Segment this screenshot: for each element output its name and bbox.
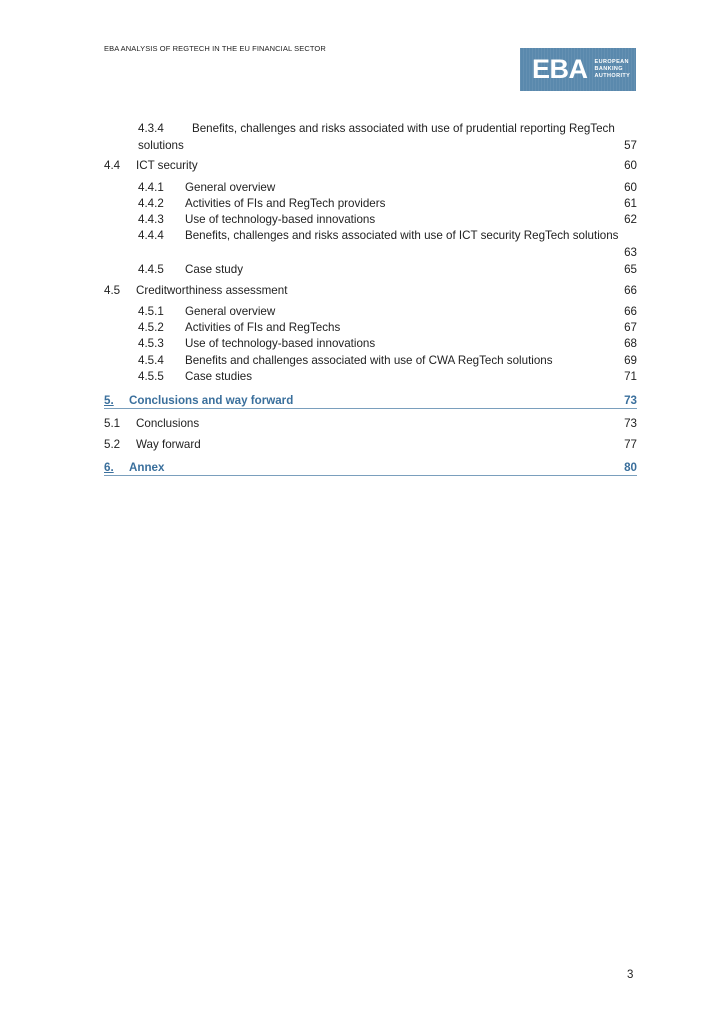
logo-mark: EBA (532, 54, 588, 84)
toc-number: 5.1 (104, 417, 121, 430)
toc-number: 4.5.3 (138, 337, 164, 350)
toc-title: Benefits, challenges and risks associated with use of prudential reporting RegTech (192, 122, 615, 135)
toc-title: ICT security (136, 159, 198, 172)
toc-number: 4.5.2 (138, 321, 164, 334)
toc-title: Benefits, challenges and risks associated with use of ICT security RegTech solutions (185, 229, 619, 242)
toc-title-cont: solutions (138, 139, 184, 152)
toc-number: 6. (104, 461, 114, 474)
toc-title: Activities of FIs and RegTechs (185, 321, 341, 334)
toc-title: Activities of FIs and RegTech providers (185, 197, 386, 210)
toc-number: 4.4.1 (138, 181, 164, 194)
chapter-6-underline (104, 475, 637, 476)
toc-title: Annex (129, 461, 165, 474)
toc-title: Way forward (136, 438, 201, 451)
toc-page: 68 (624, 337, 637, 350)
toc-number: 4.5.4 (138, 354, 164, 367)
toc-number: 4.3.4 (138, 122, 164, 135)
eba-logo (520, 48, 636, 91)
logo-text: EUROPEAN BANKING AUTHORITY (594, 59, 631, 79)
toc-page: 62 (624, 213, 637, 226)
toc-number: 4.5.5 (138, 370, 164, 383)
toc-page: 60 (624, 159, 637, 172)
toc-page: 61 (624, 197, 637, 210)
toc-page: 77 (624, 438, 637, 451)
toc-number: 5. (104, 394, 114, 407)
toc-page: 80 (624, 461, 637, 474)
toc-title: Case studies (185, 370, 253, 383)
toc-title: Benefits and challenges associated with use of CWA RegTech solutions (185, 354, 553, 367)
toc-page: 67 (624, 321, 637, 334)
toc-title: General overview (185, 181, 276, 194)
toc-number: 4.4.3 (138, 213, 164, 226)
toc-title: Use of technology-based innovations (185, 337, 376, 350)
toc-number: 4.4.4 (138, 229, 164, 242)
toc-number: 5.2 (104, 438, 121, 451)
toc-page: 73 (624, 417, 637, 430)
toc-page: 69 (624, 354, 637, 367)
toc-page: 66 (624, 284, 637, 297)
toc-number: 4.4 (104, 159, 121, 172)
toc-title: Case study (185, 263, 243, 276)
toc-number: 4.5.1 (138, 305, 164, 318)
toc-title: Conclusions (136, 417, 200, 430)
toc-page: 57 (624, 139, 637, 152)
page-number: 3 (627, 969, 634, 981)
toc-page: 66 (624, 305, 637, 318)
toc-title: Creditworthiness assessment (136, 284, 288, 297)
chapter-5-underline (104, 408, 637, 409)
toc-page: 60 (624, 181, 637, 194)
running-header: EBA ANALYSIS OF REGTECH IN THE EU FINANCIAL SECTOR (104, 44, 326, 53)
toc-title: General overview (185, 305, 276, 318)
toc-number: 4.4.2 (138, 197, 164, 210)
toc-page: 63 (624, 246, 637, 259)
toc-number: 4.5 (104, 284, 121, 297)
toc-title: Use of technology-based innovations (185, 213, 376, 226)
toc-title: Conclusions and way forward (129, 394, 294, 407)
toc-page: 71 (624, 370, 637, 383)
toc-page: 65 (624, 263, 637, 276)
toc-page: 73 (624, 394, 637, 407)
toc-number: 4.4.5 (138, 263, 164, 276)
